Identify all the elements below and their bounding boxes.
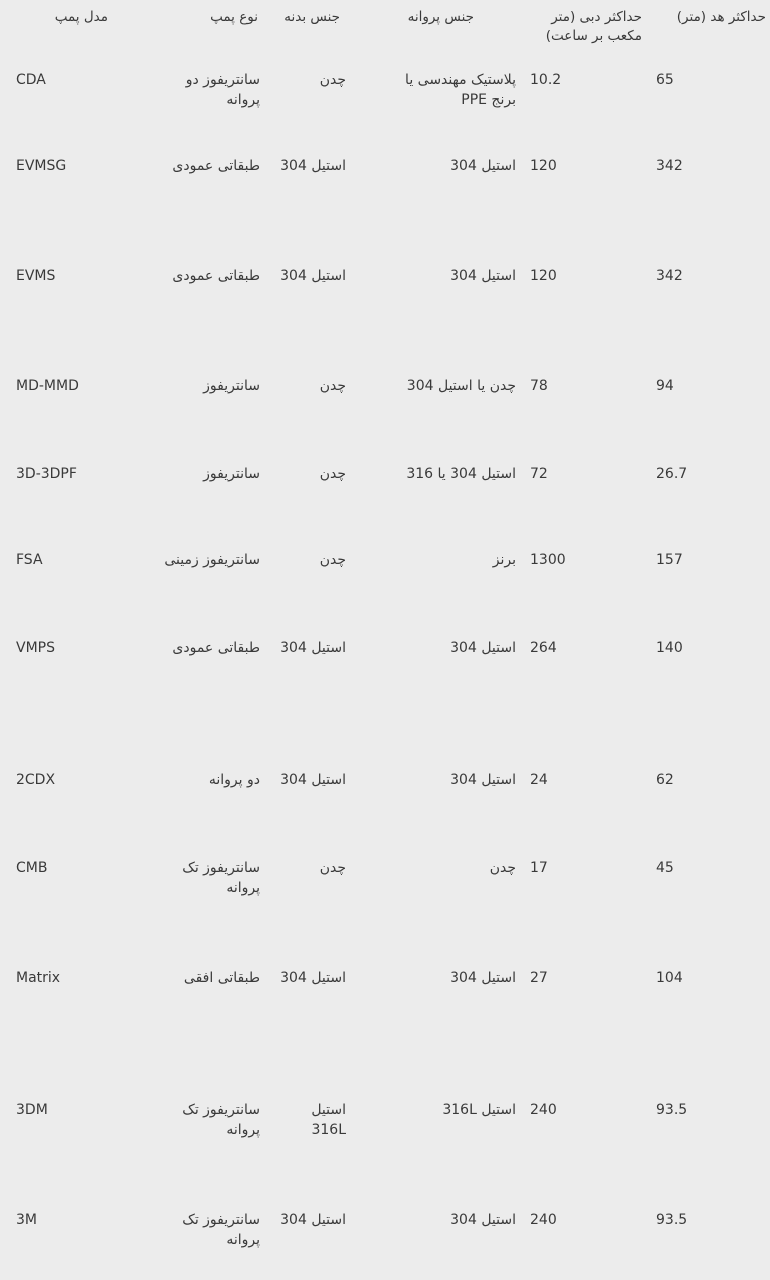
cell-impeller-material: استیل 304 — [450, 1212, 516, 1228]
cell-max-head: 45 — [656, 860, 674, 876]
cell-pump-type: طبقاتی افقی — [183, 970, 260, 986]
cell-body-material: استیل 304 — [280, 1212, 346, 1228]
cell-max-flow: 120 — [530, 158, 557, 174]
cell-model: VMPS — [16, 640, 55, 656]
cell-model: EVMSG — [16, 158, 67, 174]
cell-pump-type: سانتریفوز — [203, 378, 260, 394]
cell-body-material: استیل 304 — [280, 640, 346, 656]
cell-model: EVMS — [16, 268, 56, 284]
cell-max-flow: 120 — [530, 268, 557, 284]
cell-max-head: 104 — [656, 970, 683, 986]
cell-body-material: استیل 316L — [311, 1102, 346, 1138]
cell-body-material: چدن — [319, 552, 346, 568]
cell-body-material: استیل 304 — [280, 158, 346, 174]
cell-pump-type: سانتریفوز — [203, 466, 260, 482]
cell-impeller-material: چدن — [489, 860, 516, 876]
header-model: مدل پمپ — [54, 9, 108, 25]
cell-max-flow: 240 — [530, 1212, 557, 1228]
cell-body-material: چدن — [319, 466, 346, 482]
cell-body-material: چدن — [319, 72, 346, 88]
cell-impeller-material: استیل 316L — [442, 1102, 516, 1118]
cell-model: 3M — [16, 1212, 37, 1228]
header-max-flow: حداکثر دبی (متر مکعب بر ساعت) — [545, 9, 642, 44]
cell-max-head: 342 — [656, 158, 683, 174]
cell-model: CMB — [16, 860, 48, 876]
cell-pump-type: طبقاتی عمودی — [172, 158, 260, 174]
cell-impeller-material: استیل 304 — [450, 772, 516, 788]
cell-max-head: 157 — [656, 552, 683, 568]
cell-impeller-material: استیل 304 یا 316 — [406, 466, 516, 482]
cell-max-flow: 24 — [530, 772, 548, 788]
cell-body-material: استیل 304 — [280, 970, 346, 986]
cell-model: CDA — [16, 72, 46, 88]
cell-max-flow: 264 — [530, 640, 557, 656]
cell-model: 3DM — [16, 1102, 48, 1118]
cell-pump-type: دو پروانه — [208, 772, 260, 788]
cell-pump-type: سانتریفوز زمینی — [164, 552, 260, 568]
cell-model: 3D-3DPF — [16, 466, 77, 482]
cell-pump-type: طبقاتی عمودی — [172, 268, 260, 284]
cell-model: Matrix — [16, 970, 61, 986]
cell-pump-type: سانتریفوز تک پروانه — [182, 1102, 260, 1138]
cell-max-flow: 1300 — [530, 552, 566, 568]
cell-impeller-material: برنز — [492, 552, 516, 568]
cell-body-material: چدن — [319, 378, 346, 394]
cell-model: FSA — [16, 552, 43, 568]
header-body-material: جنس بدنه — [284, 9, 340, 25]
cell-max-head: 93.5 — [656, 1102, 688, 1118]
cell-body-material: استیل 304 — [280, 772, 346, 788]
cell-model: 2CDX — [16, 772, 56, 788]
cell-max-head: 26.7 — [656, 466, 688, 482]
cell-max-flow: 17 — [530, 860, 548, 876]
header-max-head: حداکثر هد (متر) — [676, 9, 766, 25]
header-pump-type: نوع پمپ — [210, 9, 258, 25]
cell-max-head: 140 — [656, 640, 683, 656]
cell-impeller-material: استیل 304 — [450, 268, 516, 284]
cell-impeller-material: استیل 304 — [450, 640, 516, 656]
cell-max-flow: 78 — [530, 378, 548, 394]
cell-max-flow: 240 — [530, 1102, 557, 1118]
cell-impeller-material: چدن یا استیل 304 — [406, 378, 516, 394]
header-impeller-material: جنس پروانه — [407, 9, 474, 25]
cell-body-material: چدن — [319, 860, 346, 876]
cell-pump-type: سانتریفوز تک پروانه — [182, 860, 260, 896]
cell-max-head: 93.5 — [656, 1212, 688, 1228]
cell-max-head: 65 — [656, 72, 674, 88]
cell-pump-type: سانتریفوز دو پروانه — [185, 72, 260, 108]
cell-pump-type: سانتریفوز تک پروانه — [182, 1212, 260, 1248]
cell-impeller-material: استیل 304 — [450, 158, 516, 174]
cell-max-flow: 10.2 — [530, 72, 562, 88]
cell-impeller-material: استیل 304 — [450, 970, 516, 986]
cell-body-material: استیل 304 — [280, 268, 346, 284]
cell-pump-type: طبقاتی عمودی — [172, 640, 260, 656]
cell-model: MD-MMD — [16, 378, 79, 394]
cell-impeller-material: پلاستیک مهندسی یا برنج PPE — [405, 72, 516, 108]
cell-max-flow: 72 — [530, 466, 548, 482]
cell-max-head: 94 — [656, 378, 674, 394]
cell-max-head: 342 — [656, 268, 683, 284]
cell-max-flow: 27 — [530, 970, 548, 986]
cell-max-head: 62 — [656, 772, 674, 788]
